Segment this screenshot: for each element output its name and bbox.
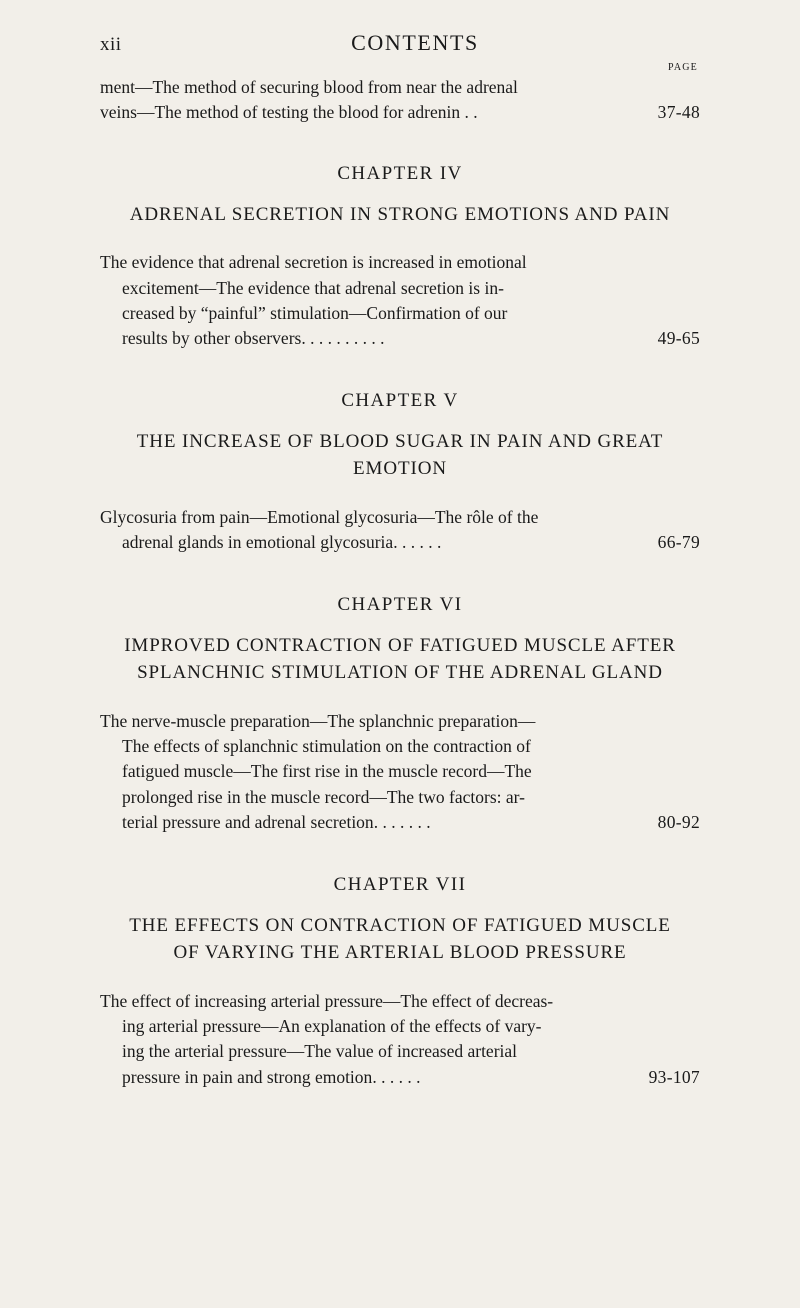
- page-range: 93-107: [648, 1066, 700, 1087]
- summary-line: ing arterial pressure—An explanation of the effects of vary-: [122, 1016, 542, 1037]
- chapter-number-5: CHAPTER V: [341, 389, 459, 411]
- page-content: [100, 30, 700, 1090]
- chapter-summary-6: [100, 709, 700, 836]
- continued-entry-line: [100, 100, 700, 125]
- chapter-title-7: THE EFFECTS ON CONTRACTION OF FATIGUED MUSCLE OF VARYING THE ARTERIAL BLOOD PRESSURE: [129, 914, 671, 964]
- continued-entry-line1-text: ment—The method of securing blood from near the adrenal: [100, 77, 518, 97]
- summary-last-line: [100, 326, 700, 351]
- summary-last-line: [100, 530, 700, 555]
- chapter-summary-4: [100, 250, 700, 352]
- dot-leader: . . . . . . .: [373, 812, 431, 833]
- summary-last-text: terial pressure and adrenal secretion: [122, 812, 374, 833]
- chapter-summary-7: [100, 989, 700, 1091]
- continued-entry-line: [100, 75, 700, 100]
- summary-last-text: adrenal glands in emotional glycosuria: [122, 532, 394, 553]
- summary-last-line: [100, 1065, 700, 1090]
- chapter-title-4: ADRENAL SECRETION IN STRONG EMOTIONS AND PAIN: [129, 203, 671, 225]
- summary-line: The evidence that adrenal secretion is increased in emotional: [100, 252, 527, 273]
- page-range: 49-65: [657, 328, 700, 349]
- page-range: 37-48: [657, 101, 700, 122]
- chapter-summary-5: [100, 505, 700, 556]
- page-column-label: PAGE: [668, 62, 698, 73]
- chapter-title-5: THE INCREASE OF BLOOD SUGAR IN PAIN AND GREAT EMOTION: [136, 430, 664, 480]
- summary-line: ing the arterial pressure—The value of increased arterial: [122, 1041, 518, 1062]
- chapter-number-7: CHAPTER VII: [333, 873, 467, 895]
- summary-line: creased by “painful” stimulation—Confirmation of our: [122, 302, 508, 323]
- continued-entry: [100, 75, 700, 125]
- dot-leader: . . . . . .: [372, 1066, 421, 1087]
- page-range: 80-92: [657, 812, 700, 833]
- summary-line: fatigued muscle—The first rise in the muscle record—The: [122, 761, 532, 782]
- running-head: CONTENTS: [351, 30, 479, 55]
- page-range: 66-79: [657, 532, 700, 553]
- folio-number: xii: [100, 34, 122, 55]
- summary-last-line: [100, 810, 700, 835]
- chapter-title-6: IMPROVED CONTRACTION OF FATIGUED MUSCLE AFTER SPLANCHNIC STIMULATION OF THE ADRENAL GLAND: [124, 634, 676, 684]
- chapter-number-4: CHAPTER IV: [337, 162, 463, 184]
- summary-line: Glycosuria from pain—Emotional glycosuria—The rôle of the: [100, 506, 539, 527]
- dot-leader: . . . . . . . . . .: [301, 328, 385, 349]
- summary-last-text: results by other observers: [122, 328, 302, 349]
- summary-last-text: pressure in pain and strong emotion: [122, 1066, 373, 1087]
- dot-leader: . . . . . .: [393, 532, 442, 553]
- continued-entry-line2-text: veins—The method of testing the blood for adrenin: [100, 101, 461, 122]
- dot-leader: . .: [460, 101, 483, 122]
- summary-line: The effects of splanchnic stimulation on the contraction of: [122, 736, 531, 757]
- chapter-number-6: CHAPTER VI: [337, 593, 463, 615]
- summary-line: prolonged rise in the muscle record—The two factors: ar-: [122, 786, 525, 807]
- page-header: [100, 30, 700, 56]
- summary-line: The effect of increasing arterial pressure—The effect of decreas-: [100, 990, 554, 1011]
- summary-line: excitement—The evidence that adrenal secretion is in-: [122, 277, 504, 298]
- summary-line: The nerve-muscle preparation—The splanchnic preparation—: [100, 710, 536, 731]
